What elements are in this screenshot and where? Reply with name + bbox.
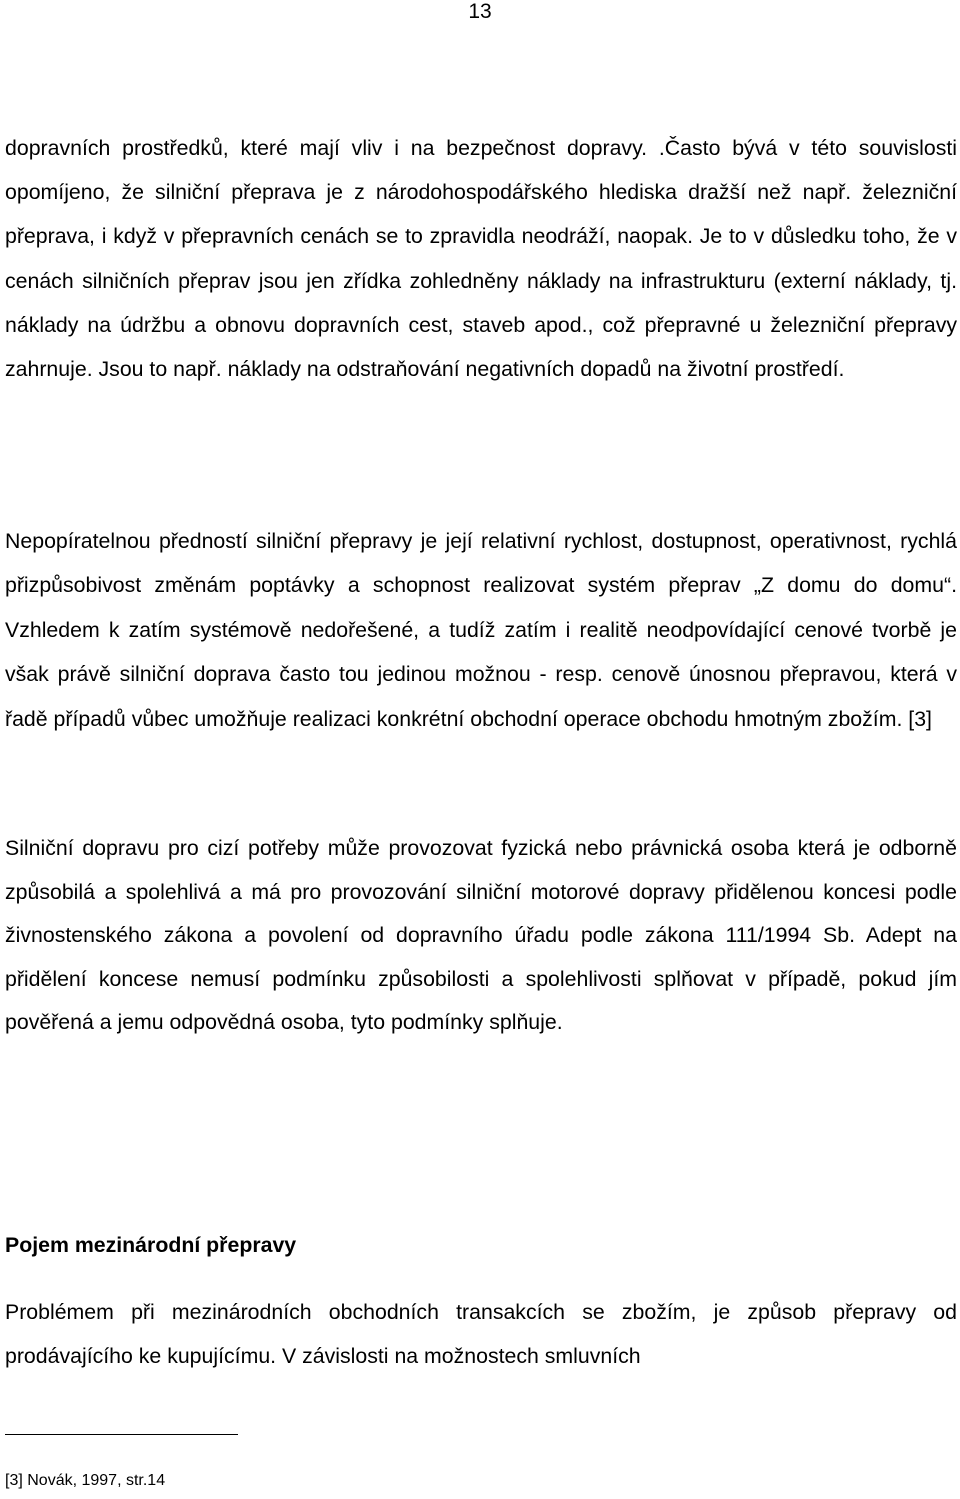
paragraph-road-advantages: Nepopíratelnou předností silniční přepravy je její relativní rychlost, dostupnost, operativnost, rychlá přizpůsobivost změnám poptávky a schopnost realizovat systém přeprav „Z domu do domu“. Vzhledem k zatím systémově nedořešené, a tudíž zatím i realitě neodpovídající cenové tvorbě je však právě silniční doprava často tou jedinou možnou - resp. cenově únosnou přepravou, která v řadě případů vůbec umožňuje realizaci konkrétní obchodní operace obchodu hmotným zbožím. [3]	[5, 529, 957, 731]
footnote: [3] Novák, 1997, str.14	[5, 1472, 166, 1489]
page-number: 13	[468, 0, 492, 23]
paragraph-international-transport: Problémem při mezinárodních obchodních transakcích se zbožím, je způsob přepravy od prodávajícího ke kupujícímu. V závislosti na možnostech smluvních	[5, 1300, 957, 1369]
paragraph-transport-costs: dopravních prostředků, které mají vliv i na bezpečnost dopravy. .Často bývá v této souvislosti opomíjeno, že silniční přeprava je z národohospodářského hlediska dražší než např. železniční přeprava, i když v přepravních cenách se to zpravidla neodráží, naopak. Je to v důsledku toho, že v cenách silničních přeprav jsou jen zřídka zohledněny náklady na infrastrukturu (externí náklady, tj. náklady na údržbu a obnovu dopravních cest, staveb apod., což přepravné u železniční přepravy zahrnuje. Jsou to např. náklady na odstraňování negativních dopadů na životní prostředí.	[5, 136, 957, 382]
paragraph-road-license: Silniční dopravu pro cizí potřeby může provozovat fyzická nebo právnická osoba která je odborně způsobilá a spolehlivá a má pro provozování silniční motorové dopravy přidělenou koncesi podle živnostenského zákona a povolení od dopravního úřadu podle zákona 111/1994 Sb. Adept na přidělení koncese nemusí podmínku způsobilosti a spolehlivosti splňovat v případě, pokud jím pověřená a jemu odpovědná osoba, tyto podmínky splňuje.	[5, 836, 957, 1034]
footnote-divider	[5, 1434, 238, 1435]
section-heading: Pojem mezinárodní přepravy	[5, 1233, 297, 1257]
